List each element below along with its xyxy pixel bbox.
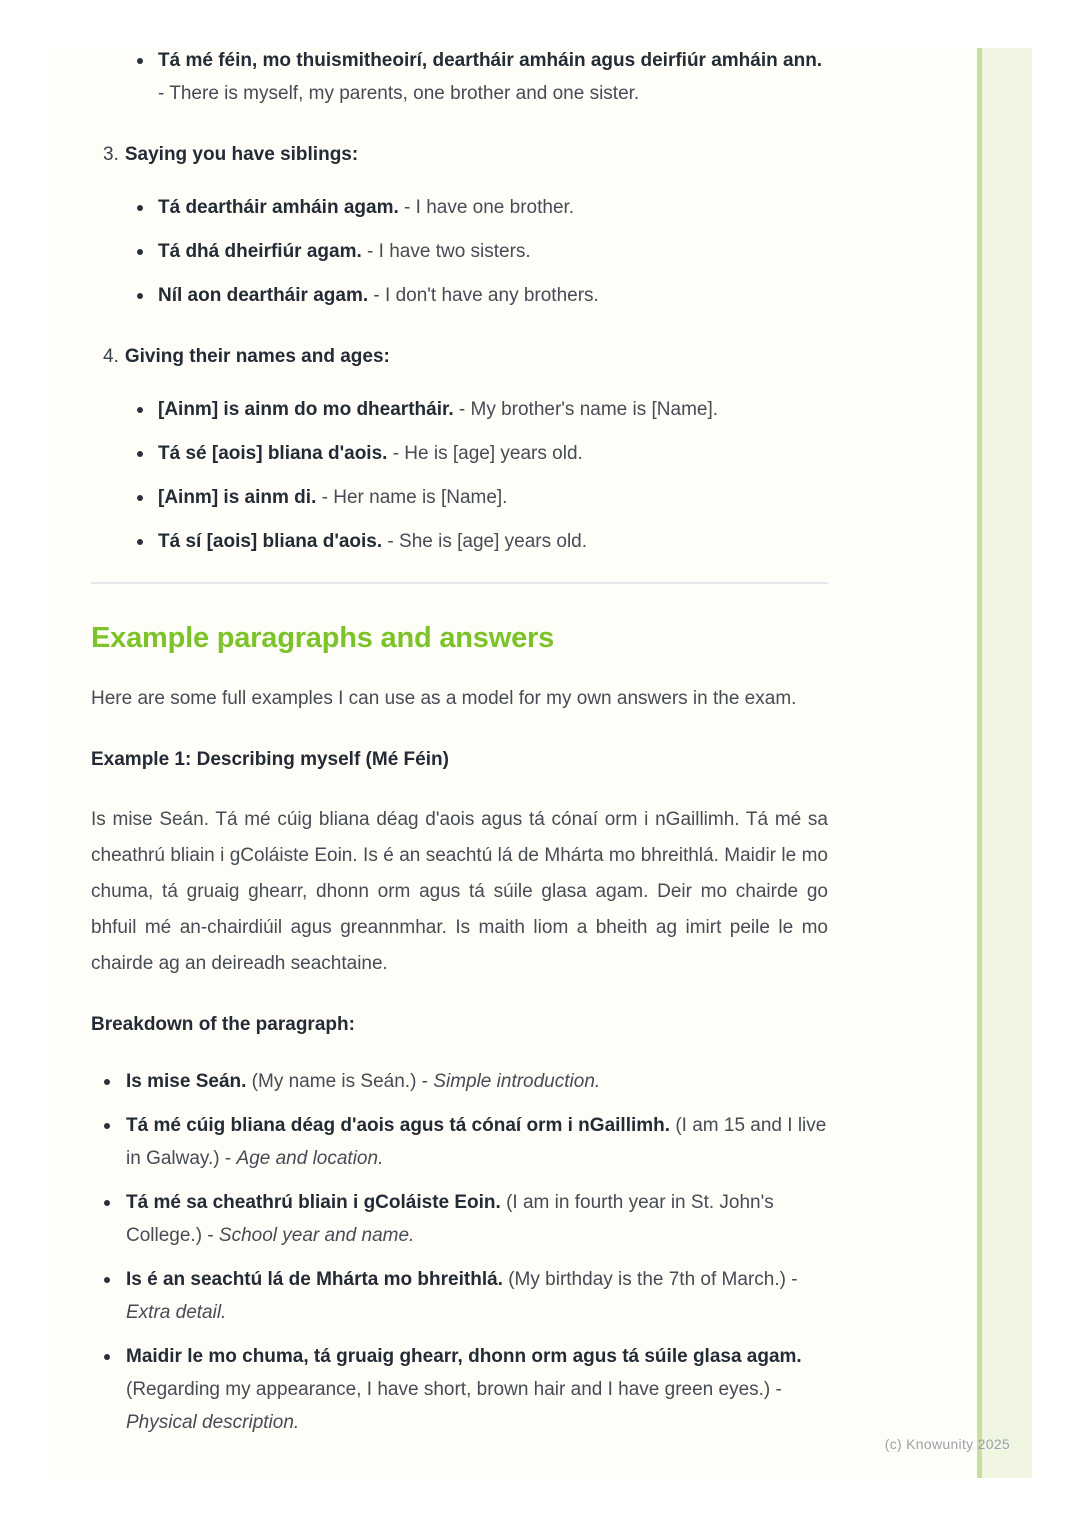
translation-text: (I am in fourth year in St. John's College.) -	[126, 1192, 774, 1246]
list-item	[91, 1340, 828, 1439]
list-item	[91, 437, 828, 470]
section-number: 3.	[103, 144, 119, 165]
section-intro-paragraph: Here are some full examples I can use as a model for my own answers in the exam.	[91, 688, 797, 709]
copyright-watermark: (c) Knowunity 2025	[884, 1436, 1010, 1452]
irish-phrase: Tá mé cúig bliana déag d'aois agus tá cónaí orm i nGaillimh.	[126, 1115, 671, 1136]
irish-phrase: Tá mé sa cheathrú bliain i gColáiste Eoin.	[126, 1192, 501, 1213]
translation-text: (I am 15 and I live in Galway.) -	[126, 1115, 827, 1169]
irish-phrase: Is mise Seán.	[126, 1071, 247, 1092]
translation-text: - There is myself, my parents, one brother and one sister.	[158, 83, 640, 104]
section-title: Giving their names and ages:	[124, 346, 390, 367]
translation-text: (My name is Seán.) -	[246, 1071, 434, 1092]
breakdown-title: Breakdown of the paragraph:	[91, 1014, 355, 1035]
list-item	[91, 1263, 828, 1329]
list-item	[91, 481, 828, 514]
example-1-paragraph: Is mise Seán. Tá mé cúig bliana déag d'aois agus tá cónaí orm i nGaillimh. Tá mé sa cheathrú bliain i gColáiste Eoin. Is é an seachtú lá de Mhárta mo bhreithlá. Maidir le mo chuma, tá gruaig ghearr, dhonn orm agus tá súile glasa agam. Deir mo chairde go bhfuil mé an-chairdiúil agus greannmhar. Is maith liom a bheith ag imirt peile le mo chairde ag an deireadh seachtaine.	[91, 809, 828, 974]
list-item	[91, 1065, 828, 1098]
list-item	[91, 235, 828, 268]
translation-text: - My brother's name is [Name].	[453, 399, 719, 420]
translation-text: - Her name is [Name].	[316, 487, 508, 508]
translation-text: - She is [age] years old.	[382, 531, 588, 552]
note-text: Age and location.	[236, 1148, 384, 1169]
note-text: School year and name.	[218, 1225, 415, 1246]
family-sentence-list	[91, 44, 828, 110]
list-item	[91, 279, 828, 312]
irish-phrase: [Ainm] is ainm do mo dheartháir.	[158, 399, 454, 420]
note-text: Extra detail.	[126, 1302, 227, 1323]
section-heading-siblings	[91, 138, 828, 171]
section-number: 4.	[103, 346, 119, 367]
page-section-title: Example paragraphs and answers	[91, 622, 555, 654]
document-content	[91, 44, 828, 1439]
breakdown-list	[91, 1065, 828, 1439]
list-item	[91, 191, 828, 224]
irish-phrase: Maidir le mo chuma, tá gruaig ghearr, dhonn orm agus tá súile glasa agam.	[126, 1346, 802, 1367]
section-heading-names-ages	[91, 340, 828, 373]
example-1-title: Example 1: Describing myself (Mé Féin)	[91, 749, 449, 770]
list-item	[91, 1186, 828, 1252]
irish-phrase: Tá sí [aois] bliana d'aois.	[158, 531, 383, 552]
note-text: Physical description.	[126, 1412, 300, 1433]
irish-phrase: Tá deartháir amháin agam.	[158, 197, 399, 218]
names-ages-phrase-list	[91, 393, 828, 558]
irish-phrase: Níl aon deartháir agam.	[158, 285, 369, 306]
irish-phrase: Tá sé [aois] bliana d'aois.	[158, 443, 388, 464]
page-edge-stripe	[977, 48, 1032, 1478]
translation-text: (Regarding my appearance, I have short, brown hair and I have green eyes.) -	[126, 1379, 782, 1400]
irish-phrase: Tá mé féin, mo thuismitheoirí, deartháir amháin agus deirfiúr amháin ann.	[158, 50, 823, 71]
list-item	[91, 525, 828, 558]
section-title: Saying you have siblings:	[124, 144, 359, 165]
siblings-phrase-list	[91, 191, 828, 312]
note-text: Simple introduction.	[433, 1071, 601, 1092]
translation-text: - He is [age] years old.	[387, 443, 583, 464]
translation-text: - I don't have any brothers.	[368, 285, 599, 306]
list-item	[91, 393, 828, 426]
translation-text: (My birthday is the 7th of March.) -	[502, 1269, 798, 1290]
section-divider	[91, 582, 828, 584]
irish-phrase: Is é an seachtú lá de Mhárta mo bhreithlá.	[126, 1269, 503, 1290]
translation-text: - I have two sisters.	[361, 241, 531, 262]
irish-phrase: [Ainm] is ainm di.	[158, 487, 317, 508]
list-item	[91, 1109, 828, 1175]
translation-text: - I have one brother.	[398, 197, 575, 218]
list-item	[91, 44, 828, 110]
irish-phrase: Tá dhá dheirfiúr agam.	[158, 241, 362, 262]
